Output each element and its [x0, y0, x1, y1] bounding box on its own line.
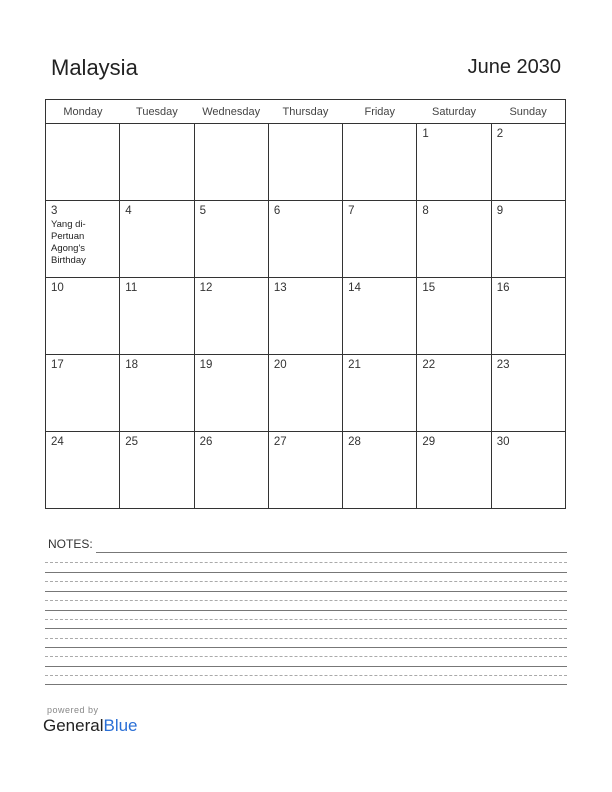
day-cell	[268, 278, 342, 355]
day-cell	[268, 355, 342, 432]
day-cell	[343, 201, 417, 278]
weekday-saturday: Saturday	[417, 100, 491, 124]
day-number: 13	[273, 282, 287, 294]
week-row	[46, 355, 566, 432]
day-number: 24	[51, 436, 64, 448]
day-cell	[46, 432, 120, 509]
day-number: 11	[125, 282, 138, 294]
day-cell	[268, 124, 342, 201]
day-number: 9	[496, 205, 504, 217]
day-number: 1	[422, 128, 429, 140]
note-line-dashed	[45, 562, 567, 563]
day-cell	[194, 278, 268, 355]
day-number: 20	[273, 359, 287, 371]
weekday-tuesday: Tuesday	[120, 100, 194, 124]
notes-label: NOTES:	[48, 537, 93, 551]
note-line	[96, 552, 567, 553]
day-cell	[343, 355, 417, 432]
calendar-grid	[45, 99, 566, 509]
day-cell	[120, 355, 194, 432]
note-line	[45, 572, 567, 573]
note-line	[45, 610, 567, 611]
day-cell	[46, 278, 120, 355]
day-number: 23	[496, 359, 510, 371]
day-cell	[417, 355, 491, 432]
day-cell	[491, 432, 565, 509]
day-number: 15	[422, 282, 436, 294]
day-cell	[194, 124, 268, 201]
day-number: 3	[51, 205, 58, 217]
holiday-label: Yang di-Pertuan Agong's Birthday	[51, 219, 86, 266]
powered-by-text: powered by	[47, 705, 99, 715]
day-cell	[120, 124, 194, 201]
day-number: 28	[348, 436, 361, 448]
week-row	[46, 278, 566, 355]
day-number: 30	[496, 436, 510, 448]
note-line	[45, 684, 567, 685]
day-number: 16	[496, 282, 510, 294]
day-number: 25	[125, 436, 139, 448]
day-number: 18	[125, 359, 139, 371]
day-number: 26	[199, 436, 213, 448]
day-cell	[194, 432, 268, 509]
week-row	[46, 432, 566, 509]
day-number: 19	[199, 359, 213, 371]
day-number: 22	[422, 359, 436, 371]
day-number: 7	[348, 205, 355, 217]
note-line-dashed	[45, 581, 567, 582]
day-number: 2	[496, 128, 504, 140]
day-cell	[46, 355, 120, 432]
day-number: 17	[51, 359, 64, 371]
generalblue-logo	[43, 716, 138, 736]
day-cell	[417, 124, 491, 201]
day-number: 4	[125, 205, 132, 217]
day-cell	[46, 124, 120, 201]
day-cell	[194, 201, 268, 278]
day-cell	[491, 124, 565, 201]
weekday-monday: Monday	[46, 100, 120, 124]
day-cell	[268, 201, 342, 278]
weekday-thursday: Thursday	[268, 100, 342, 124]
weekday-sunday: Sunday	[491, 100, 565, 124]
note-line-dashed	[45, 656, 567, 657]
weekday-header-row	[46, 100, 566, 124]
weekday-friday: Friday	[343, 100, 417, 124]
day-cell	[343, 278, 417, 355]
day-cell	[120, 278, 194, 355]
country-title: Malaysia	[51, 55, 138, 80]
note-line-dashed	[45, 675, 567, 676]
day-number: 21	[348, 359, 361, 371]
week-row	[46, 124, 566, 201]
day-cell	[491, 278, 565, 355]
day-number: 12	[199, 282, 213, 294]
day-cell	[46, 201, 120, 278]
day-cell	[120, 201, 194, 278]
week-row	[46, 201, 566, 278]
note-line	[45, 628, 567, 629]
day-cell	[268, 432, 342, 509]
note-line	[45, 591, 567, 592]
day-number: 14	[348, 282, 361, 294]
day-number: 27	[273, 436, 287, 448]
note-line-dashed	[45, 619, 567, 620]
day-number: 29	[422, 436, 436, 448]
note-line	[45, 666, 567, 667]
brand-general: General	[43, 716, 104, 735]
day-cell	[491, 201, 565, 278]
day-cell	[417, 278, 491, 355]
day-number: 8	[422, 205, 429, 217]
note-line	[45, 647, 567, 648]
day-cell	[194, 355, 268, 432]
day-cell	[343, 432, 417, 509]
day-number: 10	[51, 282, 64, 294]
note-line-dashed	[45, 638, 567, 639]
day-cell	[120, 432, 194, 509]
month-year-title: June 2030	[467, 56, 561, 78]
day-cell	[491, 355, 565, 432]
note-line-dashed	[45, 600, 567, 601]
day-number: 5	[199, 205, 206, 217]
day-cell	[417, 201, 491, 278]
brand-blue: Blue	[103, 716, 138, 735]
weekday-wednesday: Wednesday	[194, 100, 268, 124]
day-cell	[417, 432, 491, 509]
day-number: 6	[273, 205, 281, 217]
day-cell	[343, 124, 417, 201]
